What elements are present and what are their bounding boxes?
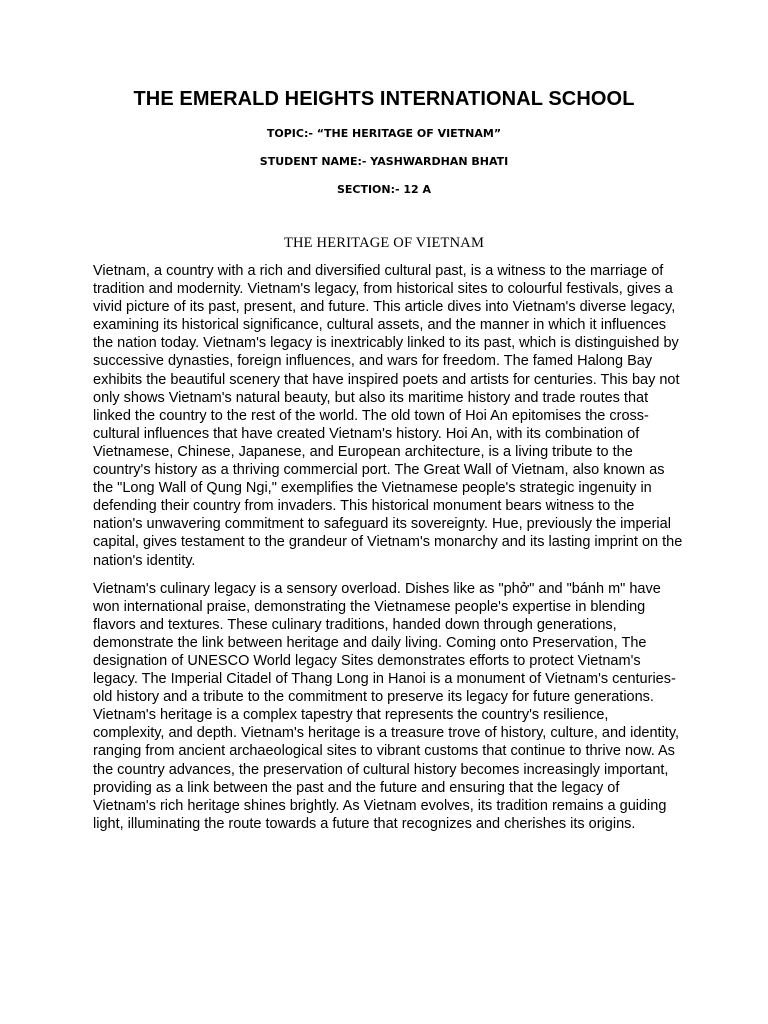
section-line: SECTION:- 12 A (336, 183, 432, 196)
essay-paragraph: Vietnam, a country with a rich and diversified cultural past, is a witness to the marriage of tradition and modernity. Vietnam's legacy, from historical sites to colourful festivals, gives a vivid picture of its past, present, and future. This article dives into Vietnam's diverse legacy, examining its historical significance, cultural assets, and the manner in which it influences the nation today. Vietnam's legacy is inextricably linked to its past, which is distinguished by successive dynasties, foreign influences, and wars for freedom. The famed Halong Bay exhibits the beautiful scenery that have inspired poets and artists for centuries. This bay not only shows Vietnam's natural beauty, but also its maritime history and trade routes that linked the country to the rest of the world. The old town of Hoi An epitomises the cross-cultural influences that have created Vietnam's history. Hoi An, with its combination of Vietnamese, Chinese, Japanese, and European architecture, is a living tribute to the country's history as a thriving commercial port. The Great Wall of Vietnam, also known as the "Long Wall of Qung Ngi," exemplifies the Vietnamese people's strategic ingenuity in defending their country from invaders. This historical monument bears witness to the nation's unwavering commitment to safeguard its sovereignty. Hue, previously the imperial capital, gives testament to the grandeur of Vietnam's monarchy and its lasting imprint on the nation's identity. (93, 263, 683, 569)
essay-paragraph: Vietnam's culinary legacy is a sensory overload. Dishes like as "phở" and "bánh m" have won international praise, demonstrating the Vietnamese people's expertise in blending flavors and textures. These culinary traditions, handed down through generations, demonstrate the link between heritage and daily living. Coming onto Preservation, The designation of UNESCO World legacy Sites demonstrates efforts to protect Vietnam's legacy. The Imperial Citadel of Thang Long in Hanoi is a monument of Vietnam's centuries-old history and a tribute to the commitment to preserve its legacy for future generations. Vietnam's heritage is a complex tapestry that represents the country's resilience, complexity, and depth. Vietnam's heritage is a treasure trove of history, culture, and identity, ranging from ancient archaeological sites to vibrant customs that continue to thrive now. As the country advances, the preservation of cultural history becomes increasingly important, providing as a link between the past and the future and ensuring that the legacy of Vietnam's rich heritage shines brightly. As Vietnam evolves, its tradition remains a guiding light, illuminating the route towards a future that recognizes and cherishes its origins. (93, 580, 680, 832)
essay-title: THE HERITAGE OF VIETNAM (283, 235, 485, 251)
school-name-heading: THE EMERALD HEIGHTS INTERNATIONAL SCHOOL (133, 88, 635, 110)
essay-body (93, 262, 683, 843)
student-name-line: STUDENT NAME:- YASHWARDHAN BHATI (259, 155, 509, 168)
topic-line: TOPIC:- “THE HERITAGE OF VIETNAM” (266, 127, 502, 140)
